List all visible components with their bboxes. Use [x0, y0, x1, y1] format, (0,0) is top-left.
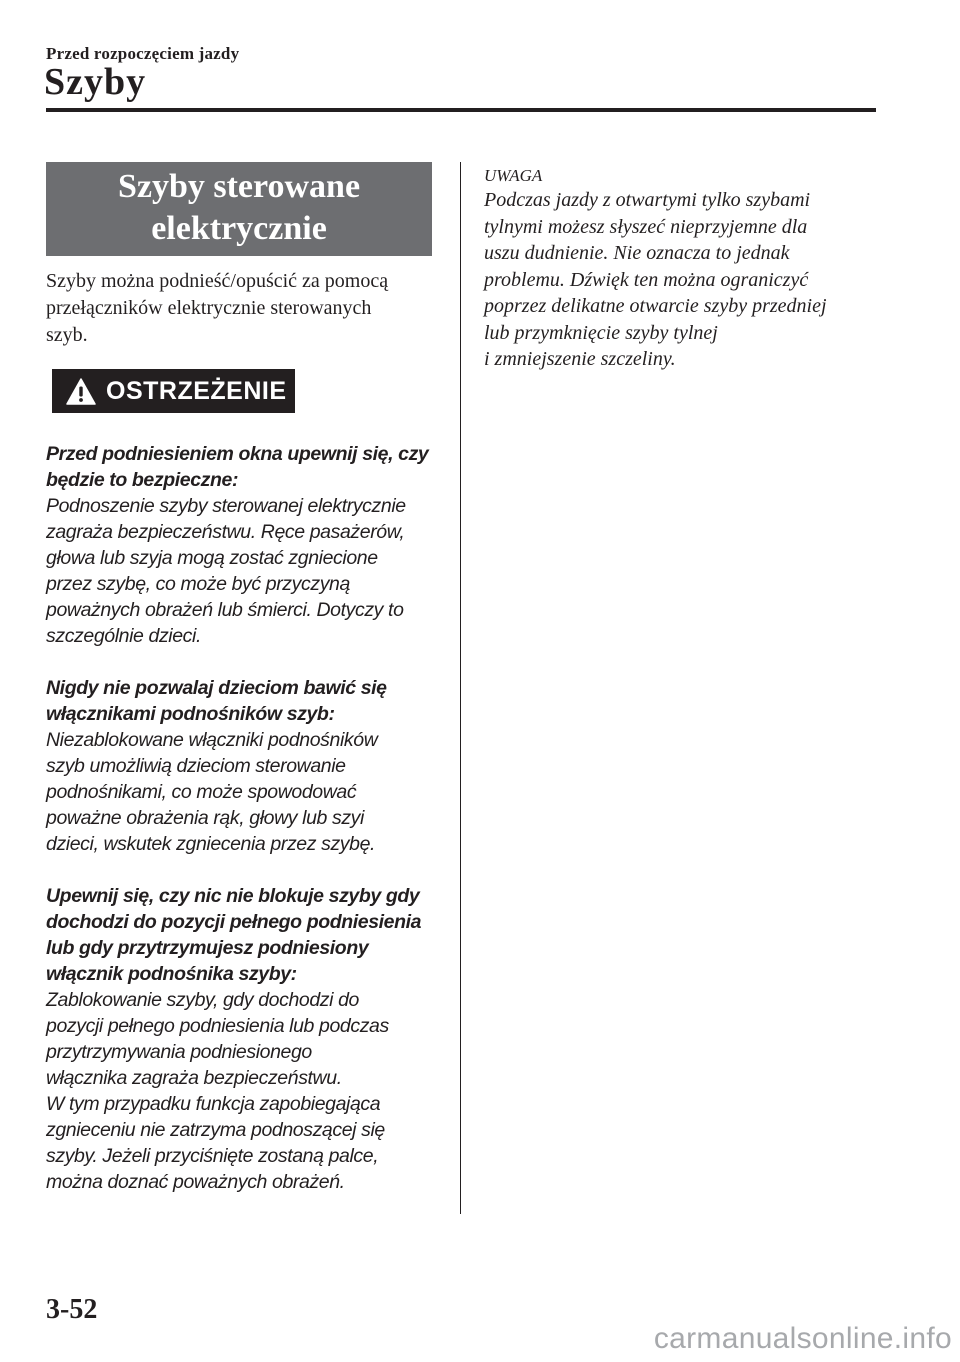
warning-heading-line: lub gdy przytrzymujesz podniesiony [46, 937, 369, 959]
warning-body [46, 727, 432, 857]
warning-body-line: Niezablokowane włączniki podnośników [46, 729, 378, 751]
warning-body-line: podnośnikami, co może spowodować [46, 781, 357, 803]
note-line: poprzez delikatne otwarcie szyby przedniej [484, 295, 827, 317]
note-line: lub przymknięcie szyby tylnej [484, 321, 718, 344]
section-label: Przed rozpoczęciem jazdy [46, 44, 240, 63]
warning-heading-line: Przed podniesieniem okna upewnij się, czy [46, 443, 429, 465]
note-line: uszu dudnienie. Nie oznacza to jednak [484, 242, 790, 264]
note-heading: UWAGA [484, 166, 543, 185]
warning-body-line: szyby. Jeżeli przyciśnięte zostaną palce, [46, 1145, 379, 1167]
header-rule [46, 108, 876, 112]
note-body [484, 187, 884, 373]
section-title-line: Szyby sterowane [117, 168, 361, 205]
intro-line: Szyby można podnieść/opuścić za pomocą [46, 270, 389, 292]
warning-triangle-icon [66, 378, 96, 405]
warning-block [46, 675, 432, 857]
left-column [46, 162, 432, 1195]
warning-heading-line: dochodzi do pozycji pełnego podniesienia [46, 911, 422, 933]
warning-heading-line: włącznikami podnośników szyb: [46, 703, 335, 725]
right-column [484, 165, 884, 373]
column-divider [460, 162, 461, 1214]
warning-body-line: W tym przypadku funkcja zapobiegająca [46, 1093, 381, 1115]
note-line: Podczas jazdy z otwartymi tylko szybami [484, 189, 811, 211]
warning-label [52, 369, 295, 413]
watermark-link[interactable]: carmanualsonline.info [653, 1322, 952, 1355]
intro-line: szyb. [46, 324, 88, 346]
warning-body-line: przez szybę, co może być przyczyną [46, 573, 350, 595]
note-line: i zmniejszenie szczeliny. [484, 348, 676, 370]
warning-body-line: zgnieceniu nie zatrzyma podnoszącej się [46, 1119, 385, 1141]
warning-body [46, 493, 432, 649]
intro-text [46, 268, 432, 349]
warning-heading-line: Nigdy nie pozwalaj dzieciom bawić się [46, 677, 387, 699]
section-title-line: elektrycznie [151, 210, 327, 247]
warning-body-line: włącznika zagraża bezpieczeństwu. [46, 1067, 342, 1089]
warning-label-text: OSTRZEŻENIE [106, 376, 287, 405]
intro-line: przełączników elektrycznie sterowanych [46, 297, 372, 319]
warning-heading-line: włącznik podnośnika szyby: [46, 963, 297, 985]
warning-body-line: głowa lub szyja mogą zostać zgniecione [46, 547, 378, 569]
warning-body-line: poważne obrażenia rąk, głowy lub szyi [46, 807, 364, 829]
warning-body-line: przytrzymywania podniesionego [46, 1041, 312, 1063]
warning-body-line: Zablokowanie szyby, gdy dochodzi do [46, 989, 359, 1011]
section-title-box [46, 162, 432, 256]
warning-body [46, 987, 432, 1195]
warning-body-line: szczególnie dzieci. [46, 625, 201, 647]
warning-body-line: zagraża bezpieczeństwu. Ręce pasażerów, [46, 521, 405, 543]
warning-body-line: szyb umożliwią dzieciom sterowanie [46, 755, 346, 777]
warning-body-line: poważnych obrażeń lub śmierci. Dotyczy to [46, 599, 404, 621]
chapter-title: Szyby [44, 61, 147, 103]
warning-body-line: Podnoszenie szyby sterowanej elektrycznie [46, 495, 406, 517]
warning-heading-line: będzie to bezpieczne: [46, 469, 239, 491]
note-line: problemu. Dźwięk ten można ograniczyć [484, 268, 809, 291]
note-line: tylnymi możesz słyszeć nieprzyjemne dla [484, 215, 808, 238]
warning-block [46, 883, 432, 1195]
warning-heading [46, 441, 432, 493]
warning-body-line: można doznać poważnych obrażeń. [46, 1171, 345, 1193]
page-number: 3-52 [46, 1294, 98, 1325]
warning-body-line: pozycji pełnego podniesienia lub podczas [46, 1015, 389, 1037]
warning-heading [46, 883, 432, 987]
warning-body-line: dzieci, wskutek zgniecenia przez szybę. [46, 833, 376, 855]
warning-heading [46, 675, 432, 727]
warning-heading-line: Upewnij się, czy nic nie blokuje szyby gdy [46, 885, 420, 907]
warning-block [46, 441, 432, 649]
